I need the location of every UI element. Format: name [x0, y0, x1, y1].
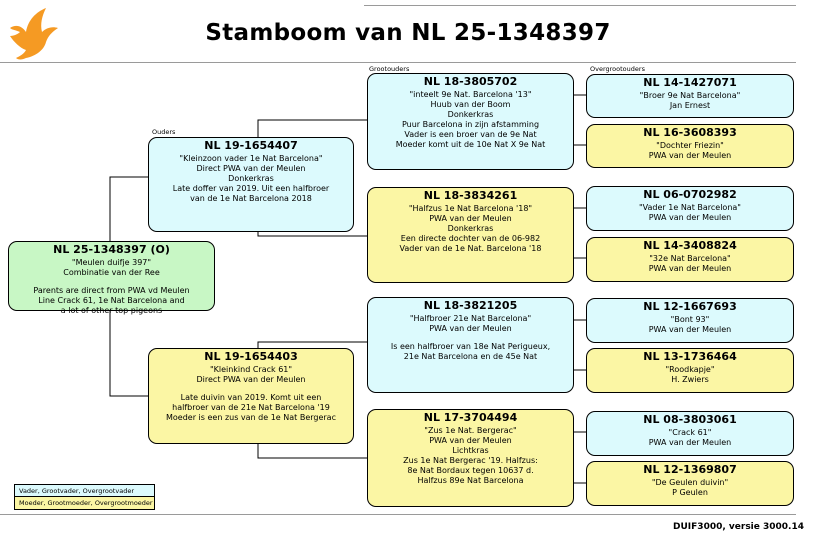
info-line: Vader van de 1e Nat. Barcelona '18 [399, 244, 542, 253]
color-legend [14, 484, 155, 510]
info-line: Zus 1e Nat Bergerac '19. Halfzus: [403, 456, 538, 465]
info-line: PWA van der Meulen [648, 213, 732, 222]
ring-number: NL 13-1736464 [643, 350, 737, 363]
ring-number: NL 19-1654407 [204, 139, 298, 152]
pedigree-box-greatgrandparent-6[interactable] [586, 348, 794, 393]
info-line: Vader is een broer van de 9e Nat [404, 130, 537, 139]
pedigree-box-greatgrandparent-5[interactable] [586, 298, 794, 343]
info-line: PWA van der Meulen [648, 151, 732, 160]
info-line: P Geulen [672, 488, 708, 497]
ring-number: NL 14-1427071 [643, 76, 737, 89]
info-line: "Zus 1e Nat. Bergerac" [424, 426, 517, 435]
ring-number: NL 18-3821205 [423, 299, 518, 312]
info-line: "inteelt 9e Nat. Barcelona '13" [409, 90, 532, 99]
ring-number: NL 06-0702982 [643, 188, 737, 201]
info-line: Een directe dochter van de 06-982 [400, 234, 541, 243]
legend-female: Moeder, Grootmoeder, Overgrootmoeder [15, 497, 154, 509]
info-line: 21e Nat Barcelona en de 45e Nat [403, 352, 538, 361]
info-line: Donkerkras [228, 174, 274, 183]
info-line: a lot of other top pigeons [60, 306, 163, 315]
pedigree-box-grandmother-paternal[interactable] [367, 187, 574, 283]
info-line: Parents are direct from PWA vd Meulen [33, 286, 190, 295]
ring-number: NL 18-3834261 [423, 189, 518, 202]
pedigree-box-greatgrandparent-8[interactable] [586, 461, 794, 506]
info-line: "De Geulen duivin" [651, 478, 729, 487]
info-line: Is een halfbroer van 18e Nat Perigueux, [390, 342, 551, 351]
ring-number: NL 12-1667693 [643, 300, 737, 313]
pedigree-box-greatgrandparent-7[interactable] [586, 411, 794, 456]
info-line: "Broer 9e Nat Barcelona" [639, 91, 741, 100]
info-line: "32e Nat Barcelona" [649, 254, 731, 263]
info-line: Moeder is een zus van de 1e Nat Bergerac [166, 413, 336, 422]
info-line: H. Zwiers [671, 375, 709, 384]
info-line [149, 385, 353, 393]
ring-number: NL 16-3608393 [643, 126, 737, 139]
ring-number: NL 18-3805702 [423, 75, 518, 88]
section-label-grootouders: Grootouders [369, 65, 410, 73]
info-line: "Halfzus 1e Nat Barcelona '18" [408, 204, 533, 213]
ring-number: NL 25-1348397 (O) [53, 243, 170, 256]
section-label-overgrootouders: Overgrootouders [590, 65, 645, 73]
pedigree-box-greatgrandparent-4[interactable] [586, 237, 794, 282]
info-line: 8e Nat Bordaux tegen 10637 d. [407, 466, 534, 475]
pedigree-box-greatgrandparent-3[interactable] [586, 186, 794, 231]
info-line: Line Crack 61, 1e Nat Barcelona and [38, 296, 185, 305]
info-line: Combinatie van der Ree [63, 268, 160, 277]
info-line [9, 278, 214, 286]
info-line: PWA van der Meulen [429, 436, 512, 445]
section-label-ouders: Ouders [152, 128, 176, 136]
info-line: "Roodkapje" [665, 365, 715, 374]
info-line: "Vader 1e Nat Barcelona" [639, 203, 741, 212]
info-line: Donkerkras [447, 110, 494, 119]
ring-number: NL 08-3803061 [643, 413, 737, 426]
info-line: "Dochter Friezin" [656, 141, 724, 150]
info-line: "Bont 93" [670, 315, 710, 324]
info-line: Direct PWA van der Meulen [196, 164, 306, 173]
pedigree-box-father[interactable] [148, 137, 354, 232]
ring-number: NL 14-3408824 [643, 239, 737, 252]
info-line: Huub van der Boom [430, 100, 511, 109]
info-line: Donkerkras [447, 224, 494, 233]
info-line: Lichtkras [452, 446, 489, 455]
version-label: DUIF3000, versie 3000.14 [673, 522, 804, 532]
info-line: "Meulen duifje 397" [71, 258, 152, 267]
info-line: halfbroer van de 21e Nat Barcelona '19 [172, 403, 330, 412]
info-line: Jan Ernest [669, 101, 711, 110]
pedigree-box-grandmother-maternal[interactable] [367, 409, 574, 507]
pedigree-box-grandfather-paternal[interactable] [367, 73, 574, 170]
pedigree-box-mother[interactable] [148, 348, 354, 444]
page-title: Stamboom van NL 25-1348397 [205, 20, 611, 46]
info-line: "Kleinzoon vader 1e Nat Barcelona" [179, 154, 323, 163]
legend-male: Vader, Grootvader, Overgrootvader [15, 485, 154, 497]
pedigree-box-subject[interactable] [8, 241, 215, 315]
info-line: "Kleinkind Crack 61" [209, 365, 293, 374]
ring-number: NL 12-1369807 [643, 463, 737, 476]
ring-number: NL 19-1654403 [204, 350, 298, 363]
pedigree-box-greatgrandparent-1[interactable] [586, 74, 794, 118]
info-line: Direct PWA van der Meulen [196, 375, 306, 384]
info-line: Late doffer van 2019. Uit een halfbroer [172, 184, 330, 193]
info-line: "Halfbroer 21e Nat Barcelona" [409, 314, 532, 323]
info-line: PWA van der Meulen [429, 324, 512, 333]
info-line [368, 334, 573, 342]
pedigree-box-grandfather-maternal[interactable] [367, 297, 574, 393]
info-line: Puur Barcelona in zijn afstamming [401, 120, 540, 129]
pedigree-box-greatgrandparent-2[interactable] [586, 124, 794, 168]
info-line: "Crack 61" [668, 428, 712, 437]
ring-number: NL 17-3704494 [423, 411, 518, 424]
info-line: Moeder komt uit de 10e Nat X 9e Nat [395, 140, 546, 149]
info-line: van de 1e Nat Barcelona 2018 [190, 194, 312, 203]
info-line: PWA van der Meulen [648, 325, 732, 334]
info-line: PWA van der Meulen [648, 264, 732, 273]
info-line: Late duivin van 2019. Komt uit een [180, 393, 322, 402]
info-line: PWA van der Meulen [648, 438, 732, 447]
info-line: PWA van der Meulen [429, 214, 512, 223]
info-line: Halfzus 89e Nat Barcelona [417, 476, 524, 485]
